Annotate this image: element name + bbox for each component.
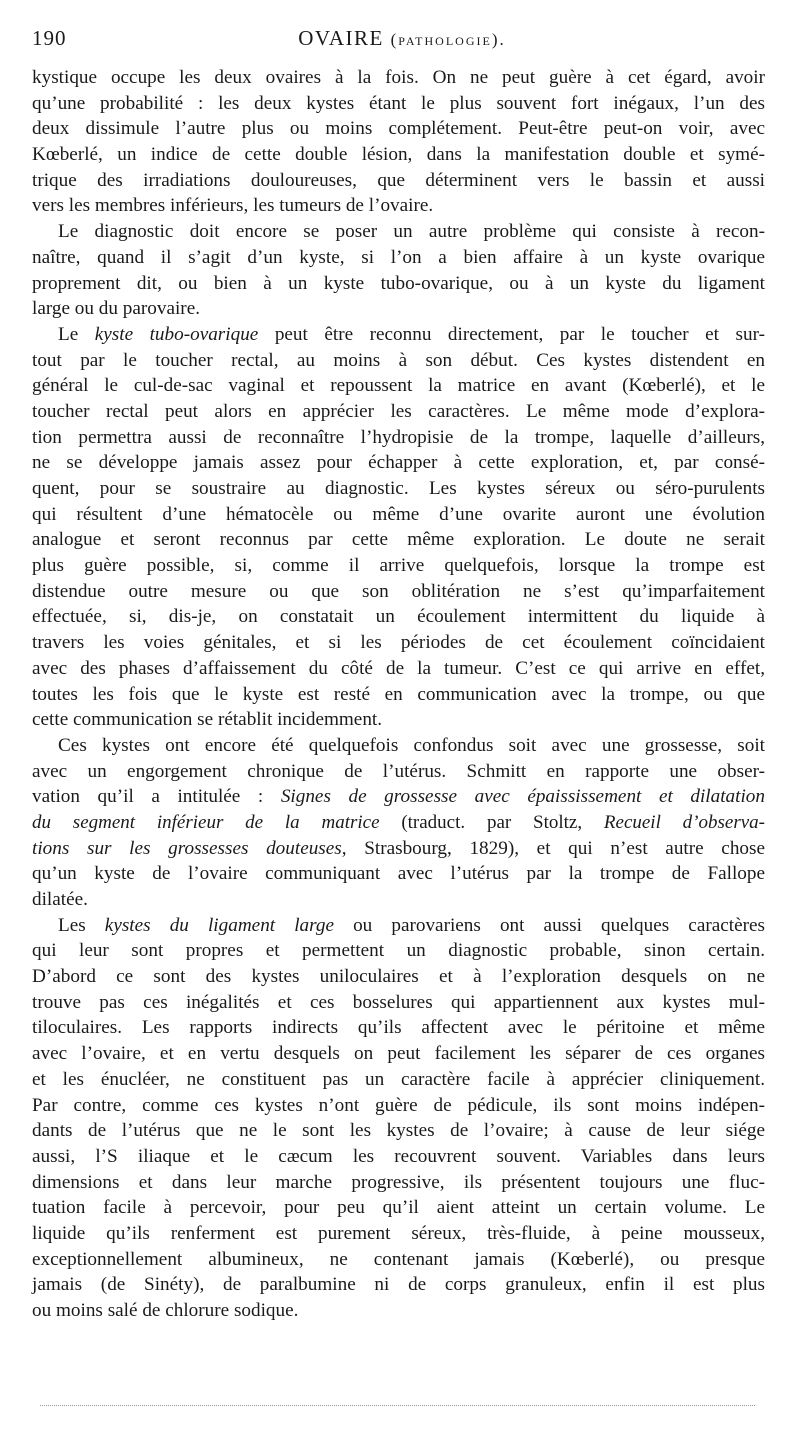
text-run: cette communication se rétablit incidemment. xyxy=(32,709,383,731)
text-run: dants de l’utérus que ne le sont les kystes de l’ovaire; à cause de leur siége xyxy=(32,1120,765,1142)
text-run: large ou du parovaire. xyxy=(32,298,201,320)
text-run: plus guère possible, si, comme il arrive quelquefois, lorsque la trompe est xyxy=(32,555,765,577)
text-run: toutes les fois que le kyste est resté en communication avec la trompe, ou que xyxy=(32,683,765,705)
text-line xyxy=(32,399,765,425)
text-run: (traduct. par Stoltz, xyxy=(379,811,604,833)
text-run: kystique occupe les deux ovaires à la fois. On ne peut guère à cet égard, avoir xyxy=(32,67,765,88)
text-line xyxy=(32,964,765,990)
text-line xyxy=(32,168,765,194)
text-line xyxy=(32,938,765,964)
text-line xyxy=(32,836,765,862)
text-run: Les xyxy=(58,914,105,936)
text-run: Ces kystes ont encore été quelquefois confondus soit avec une grossesse, soit xyxy=(58,734,765,756)
page-number: 190 xyxy=(32,26,67,50)
text-run: jamais (de Sinéty), de paralbumine ni de corps granuleux, enfin il est plus xyxy=(32,1274,765,1296)
text-run: général le cul-de-sac vaginal et repoussent la matrice en avant (Kœberlé), et le xyxy=(32,375,765,397)
text-run: vation qu’il a intitulée : xyxy=(32,786,281,808)
text-run: , Strasbourg, 1829), et qui n’est autre chose xyxy=(341,837,765,859)
text-line xyxy=(32,707,765,733)
text-run: avec l’ovaire, et en vertu desquels on peut facilement les séparer de ces organes xyxy=(32,1043,765,1065)
text-run: peut être reconnu directement, par le toucher et sur- xyxy=(258,323,765,345)
text-line xyxy=(32,1118,765,1144)
text-line xyxy=(32,91,765,117)
text-line xyxy=(32,1221,765,1247)
text-run: tout par le toucher rectal, au moins à son début. Ces kystes distendent en xyxy=(32,349,765,371)
text-line xyxy=(32,527,765,553)
running-title xyxy=(32,26,772,51)
text-line xyxy=(32,733,765,759)
text-run: aussi, l’S iliaque et le cæcum les recouvrent souvent. Variables dans leurs xyxy=(32,1145,765,1167)
text-line xyxy=(32,1170,765,1196)
text-run: proprement dit, ou bien à un kyste tubo-ovarique, ou à un kyste du ligament xyxy=(32,272,765,294)
text-line xyxy=(32,142,765,168)
text-run: quent, pour se soustraire au diagnostic. Les kystes séreux ou séro-purulents xyxy=(32,478,765,499)
text-run: Kœberlé, un indice de cette double lésion, dans la manifestation double et symé- xyxy=(32,144,765,166)
text-run: qu’un kyste de l’ovaire communiquant avec l’utérus par la trompe de Fallope xyxy=(32,863,765,885)
text-run: avec des phases d’affaissement du côté de la tumeur. C’est ce qui arrive en effet, xyxy=(32,657,765,679)
text-line xyxy=(32,553,765,579)
text-run: et les énucléer, ne constituent pas un caractère facile à apprécier cliniquement. xyxy=(32,1068,765,1090)
text-run: analogue et seront reconnus par cette même exploration. Le doute ne serait xyxy=(32,529,765,551)
text-run: trouve pas ces inégalités et ces bosselures qui appartiennent aux kystes mul- xyxy=(32,991,765,1013)
text-line xyxy=(32,502,765,528)
text-run: liquide qu’ils renferment est purement séreux, très-fluide, à peine mousseux, xyxy=(32,1222,765,1244)
text-line xyxy=(32,1093,765,1119)
text-line xyxy=(32,476,765,502)
text-line xyxy=(32,65,765,91)
text-run: vers les membres inférieurs, les tumeurs de l’ovaire. xyxy=(32,195,434,217)
text-line xyxy=(32,784,765,810)
text-run: qui leur sont propres et permettent un diagnostic probable, sinon certain. xyxy=(32,940,765,962)
text-run: tion permettra aussi de reconnaître l’hydropisie de la trompe, laquelle d’ailleurs, xyxy=(32,426,765,448)
text-line xyxy=(32,116,765,142)
text-line xyxy=(32,1272,765,1298)
text-run: avec un engorgement chronique de l’utérus. Schmitt en rapporte une obser- xyxy=(32,760,765,782)
text-line xyxy=(32,193,765,219)
text-line xyxy=(32,1195,765,1221)
text-line xyxy=(32,861,765,887)
text-line xyxy=(32,759,765,785)
text-line xyxy=(32,1041,765,1067)
text-run: deux dissimule l’autre plus ou moins complétement. Peut-être peut-on voir, avec xyxy=(32,118,765,140)
text-line xyxy=(32,450,765,476)
text-line xyxy=(32,810,765,836)
text-run: tuation facile à percevoir, pour peu qu’il aient atteint un certain volume. Le xyxy=(32,1197,765,1219)
text-run: exceptionnellement albumineux, ne contenant jamais (Kœberlé), ou presque xyxy=(32,1248,765,1270)
text-line xyxy=(32,271,765,297)
text-line xyxy=(32,990,765,1016)
text-line xyxy=(32,245,765,271)
text-line xyxy=(32,604,765,630)
text-run: ne se développe jamais assez pour échapper à cette exploration, et, par consé- xyxy=(32,452,765,474)
text-run: D’abord ce sont des kystes uniloculaires et à l’exploration desquels on ne xyxy=(32,966,765,988)
text-run: dimensions et dans leur marche progressive, ils présentent toujours une fluc- xyxy=(32,1171,765,1193)
running-head xyxy=(32,26,772,56)
text-line xyxy=(32,425,765,451)
text-line xyxy=(32,219,765,245)
text-run: Le diagnostic doit encore se poser un autre problème qui consiste à recon- xyxy=(58,221,765,243)
text-run: Le xyxy=(58,323,95,345)
text-line xyxy=(32,296,765,322)
text-line xyxy=(32,322,765,348)
text-line xyxy=(32,630,765,656)
text-run: tiloculaires. Les rapports indirects qu’ils affectent avec le péritoine et même xyxy=(32,1017,765,1039)
text-line xyxy=(32,913,765,939)
italic-text: tions sur les grossesses douteuses xyxy=(32,837,342,859)
text-run: travers les voies génitales, et si les périodes de cet écoulement coïncidaient xyxy=(32,632,765,654)
text-line xyxy=(32,656,765,682)
text-line xyxy=(32,1298,765,1324)
text-run: qui résultent d’une hématocèle ou même d’une ovarite auront une évolution xyxy=(32,503,765,525)
footer-rule xyxy=(40,1405,755,1406)
running-title-main: OVAIRE xyxy=(298,26,384,50)
italic-text: Recueil d’observa- xyxy=(603,811,765,833)
text-line xyxy=(32,887,765,913)
text-line xyxy=(32,579,765,605)
italic-text: Signes de grossesse avec épaississement et dilatation xyxy=(280,786,765,808)
text-run: qu’une probabilité : les deux kystes étant le plus souvent fort inégaux, l’un des xyxy=(32,92,765,114)
italic-text: kyste tubo-ovarique xyxy=(94,323,259,345)
text-line xyxy=(32,1015,765,1041)
text-run: naître, quand il s’agit d’un kyste, si l’on a bien affaire à un kyste ovarique xyxy=(32,246,765,268)
italic-text: du segment inférieur de la matrice xyxy=(32,811,380,833)
text-run: effectuée, si, dis-je, on constatait un écoulement intermittent du liquide à xyxy=(32,606,765,628)
text-line xyxy=(32,1144,765,1170)
text-run: trique des irradiations douloureuses, que déterminent vers le bassin et aussi xyxy=(32,169,765,191)
text-run: dilatée. xyxy=(32,889,88,910)
italic-text: kystes du ligament large xyxy=(104,914,334,936)
text-run: distendue outre mesure ou que son oblitération ne s’est qu’imparfaitement xyxy=(32,580,765,602)
text-run: toucher rectal peut alors en apprécier les caractères. Le même mode d’explora- xyxy=(32,400,765,422)
body-text xyxy=(32,65,765,1324)
text-run: ou parovariens ont aussi quelques caractères xyxy=(334,914,765,936)
text-line xyxy=(32,348,765,374)
text-line xyxy=(32,1067,765,1093)
text-run: Par contre, comme ces kystes n’ont guère de pédicule, ils sont moins indépen- xyxy=(32,1094,765,1116)
text-line xyxy=(32,682,765,708)
text-run: ou moins salé de chlorure sodique. xyxy=(32,1300,299,1321)
text-line xyxy=(32,373,765,399)
text-line xyxy=(32,1247,765,1273)
running-title-sub: (pathologie). xyxy=(390,30,506,49)
